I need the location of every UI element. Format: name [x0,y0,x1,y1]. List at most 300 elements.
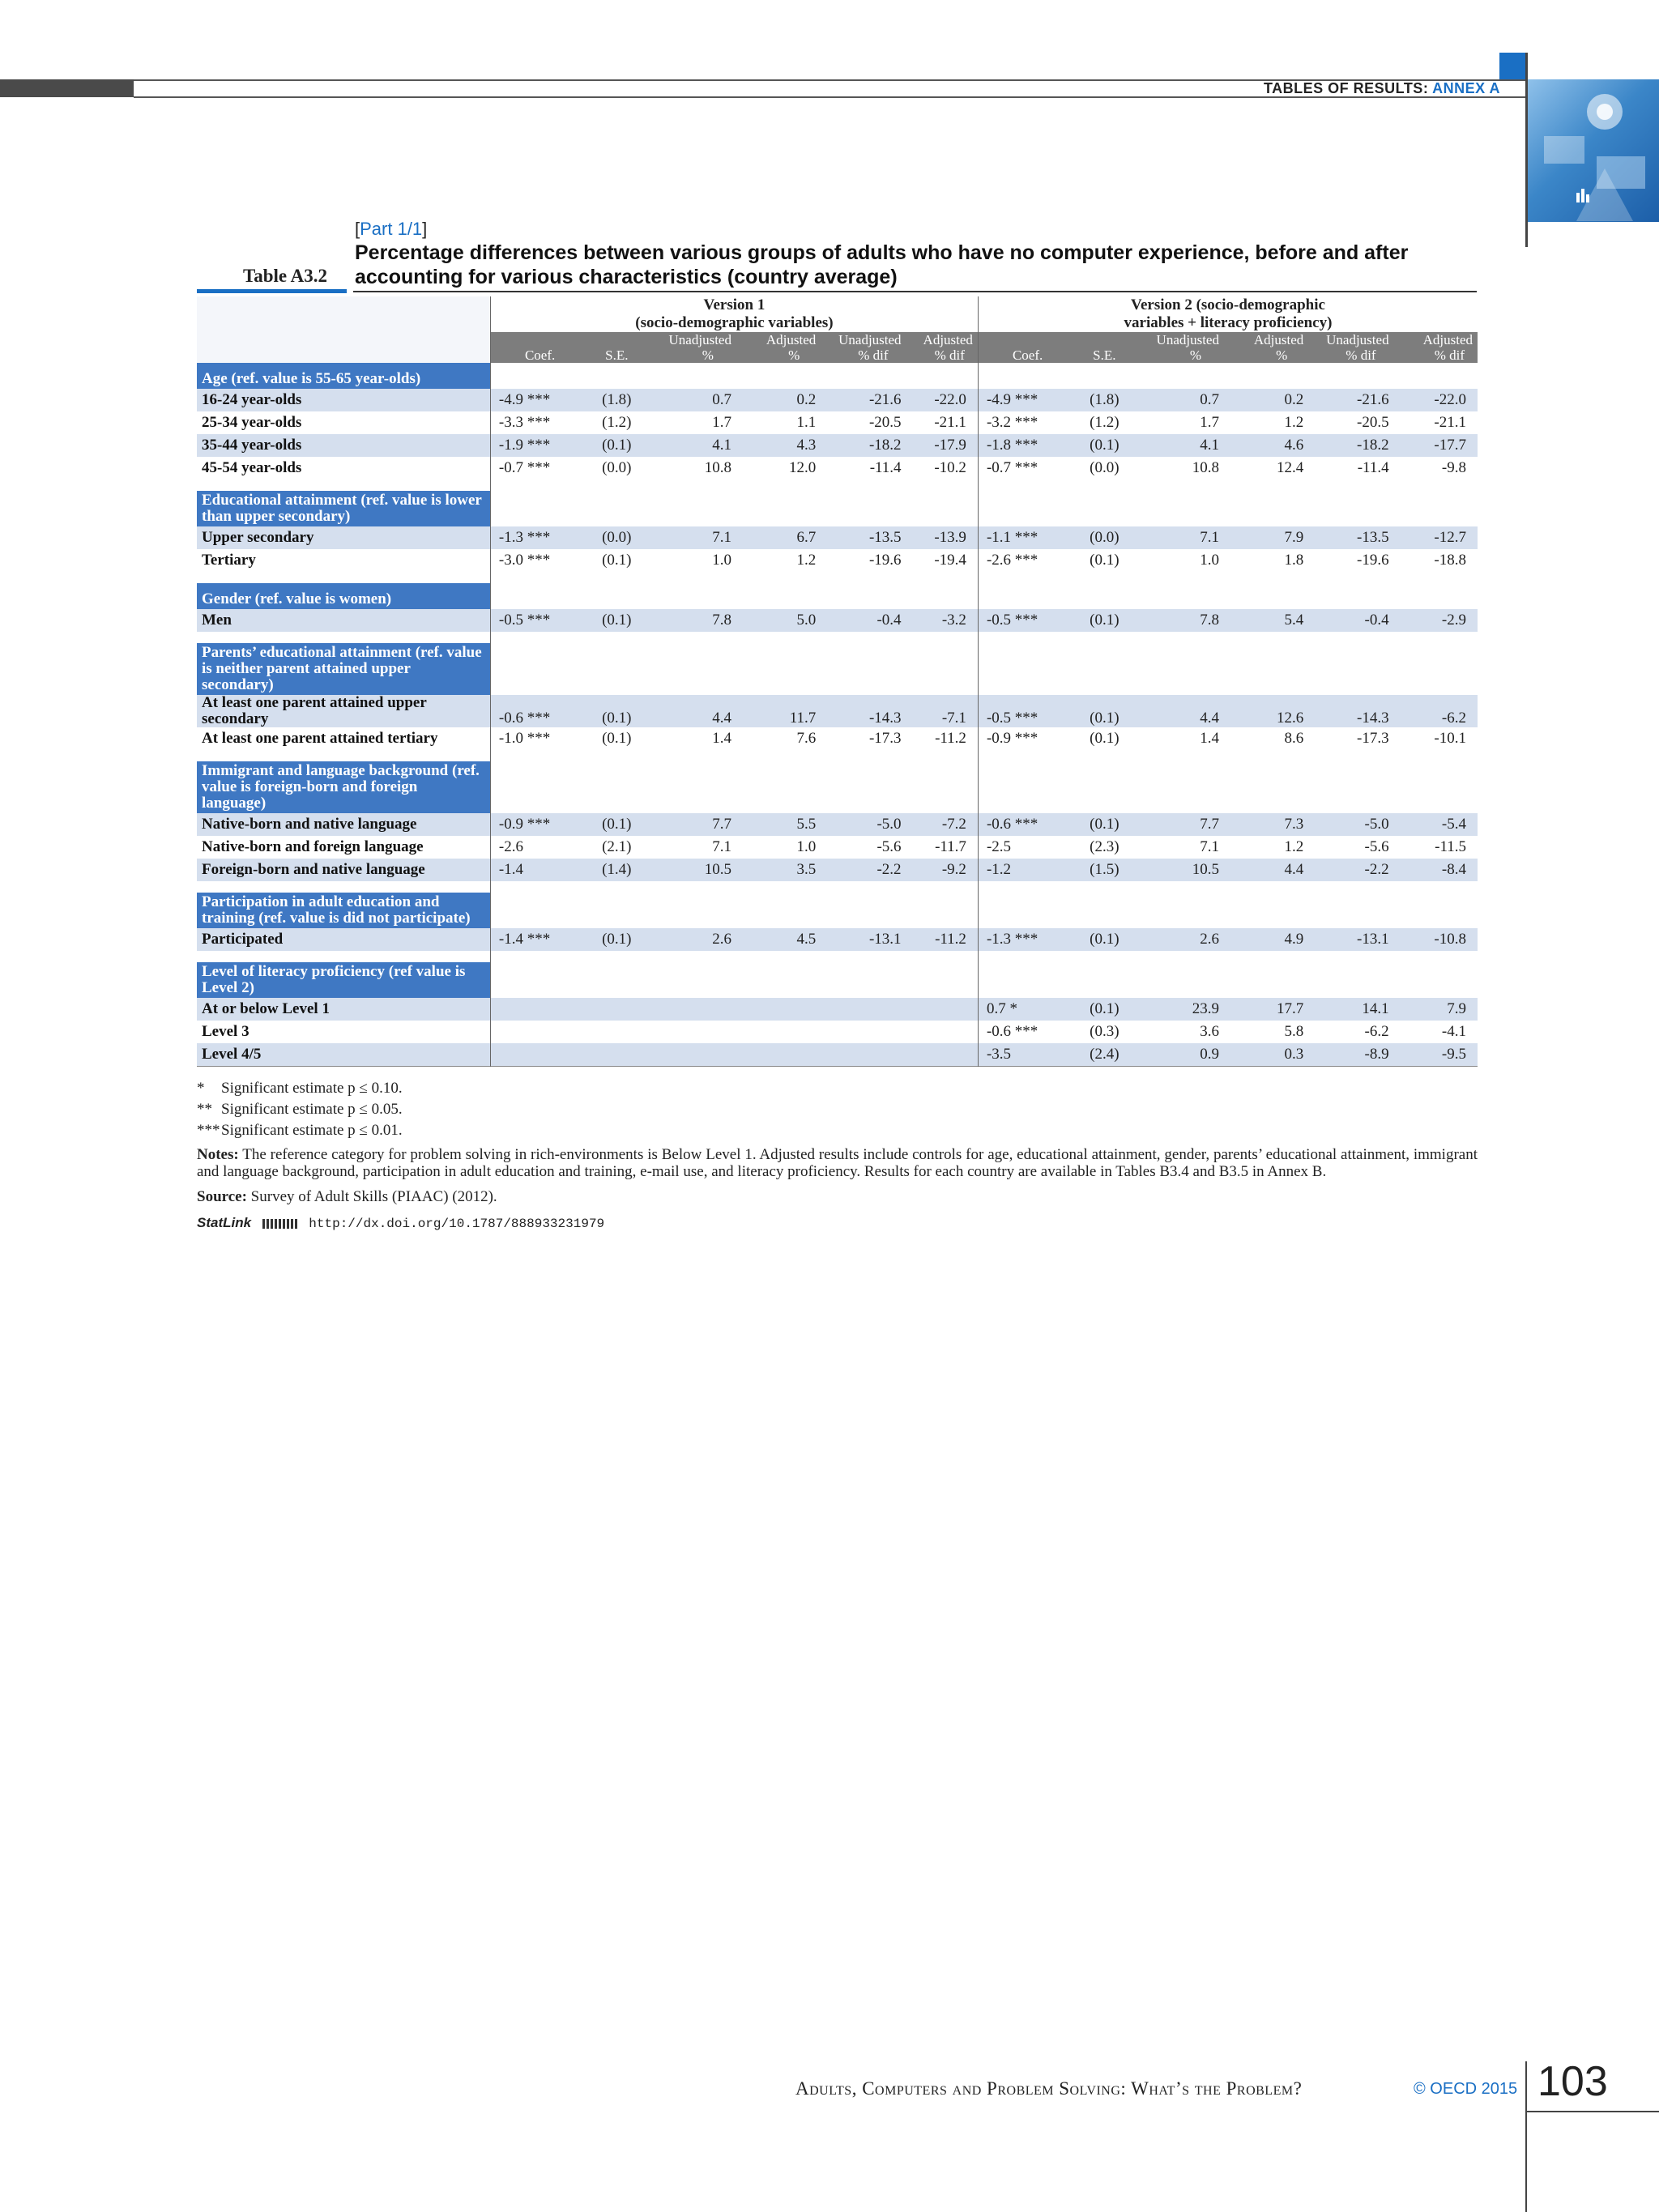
footnote-text: Significant estimate p ≤ 0.10. [221,1080,403,1097]
col-adj-pct-v1 [736,332,821,363]
v2-coef-cell: -2.6 *** [986,552,1038,569]
section-header-row [197,363,1478,389]
v2-unadjusted-pct-cell: 3.6 [1200,1023,1219,1040]
v2-se-cell: (0.3) [1090,1023,1120,1040]
row-label: Native-born and native language [197,813,490,836]
col-adj-dif-v1 [906,332,979,363]
col-unadj-pct-v2-l1: Unadjusted [1156,332,1219,347]
version1-line1: Version 1 [703,296,766,313]
section-filler [490,643,978,695]
section-title: Level of literacy proficiency (ref value is Level 2) [197,962,490,998]
v2-coef-cell: -1.2 [978,859,1077,881]
v1-coef-cell [490,1021,589,1043]
v2-se-cell: (2.4) [1077,1043,1132,1067]
v2-adjusted-pct-cell: 0.2 [1224,389,1308,411]
v1-adjusted-pct-cell: 11.7 [736,695,821,727]
v1-coef-cell: -3.0 *** [498,552,551,569]
v1-coef-cell: -3.3 *** [498,414,551,431]
v1-adjusted-pct-cell [736,1021,821,1043]
section-gap [197,479,1478,491]
gap-cell [978,632,1478,643]
v2-adjusted-dif-cell: -10.1 [1434,730,1466,747]
title-underline [353,291,1477,292]
table-row [197,609,1478,632]
v2-unadjusted-dif-cell: -0.4 [1308,609,1393,632]
section-filler [978,583,1478,609]
corner-image-graphic [1528,79,1659,222]
v2-se-cell: (0.1) [1090,730,1120,747]
notes-text: The reference category for problem solving in rich-environments is Below Level 1. Adjusted results include controls for age, educational attainment, gender, parents’ educational attainment, immigrant and language background, participation in adult education and training, e-mail use, and literacy proficiency. Results for each country are available in Tables B3.4 and B3.5 in Annex B. [197,1146,1478,1180]
gap-cell [490,572,978,583]
v1-unadjusted-pct-cell: 7.1 [712,838,731,855]
gap-cell [978,881,1478,893]
v1-unadjusted-pct-cell: 0.7 [644,389,736,411]
col-adj-pct-v1-l2: % [788,347,800,363]
section-title: Immigrant and language background (ref. value is foreign-born and foreign language) [197,761,490,813]
table-row [197,411,1478,434]
table-row [197,457,1478,479]
v2-unadjusted-dif-cell: -2.2 [1308,859,1393,881]
v2-adjusted-pct-cell: 4.6 [1224,434,1308,457]
v2-se-cell: (0.1) [1077,609,1132,632]
footnote-mark: * [197,1080,205,1097]
v2-adjusted-dif-cell: -9.8 [1441,459,1466,476]
table-row [197,859,1478,881]
section-title: Parents’ educational attainment (ref. value is neither parent attained upper secondary) [197,643,490,695]
col-unadj-pct-v1 [644,332,736,363]
section-filler [490,962,978,998]
v2-unadjusted-dif-cell: -17.3 [1357,730,1389,747]
v1-unadjusted-dif-cell: -19.6 [868,552,902,569]
col-adj-pct-v1-l1: Adjusted [766,332,817,347]
v1-adjusted-pct-cell: 1.1 [796,414,817,431]
col-se-v2: S.E. [1077,332,1132,363]
row-label: At least one parent attained upper secondary [197,695,490,727]
section-title: Educational attainment (ref. value is lower than upper secondary) [197,491,490,526]
row-label: 35-44 year-olds [197,434,490,457]
v2-se-cell: (0.1) [1077,998,1132,1021]
v1-unadjusted-dif-cell: -0.4 [821,609,906,632]
v2-adjusted-dif-cell: -21.1 [1434,414,1466,431]
section-gap [197,572,1478,583]
v2-se-cell: (0.1) [1090,552,1120,569]
row-label: Tertiary [197,549,490,572]
v1-coef-cell: -1.3 *** [490,526,589,549]
v1-unadjusted-pct-cell: 1.0 [712,552,731,569]
v1-adjusted-dif-cell: -11.7 [906,836,979,859]
table-number-underline [197,289,347,293]
v2-coef-cell: -0.6 *** [978,813,1077,836]
v1-adjusted-dif-cell [906,1021,979,1043]
v1-coef-cell: -0.7 *** [498,459,551,476]
footnote-text: Significant estimate p ≤ 0.01. [221,1122,403,1139]
v2-adjusted-dif-cell: -8.4 [1394,859,1478,881]
section-header-row [197,761,1478,813]
footnote [197,1120,1478,1141]
section-header-row [197,583,1478,609]
col-unadj-pct-v2 [1132,332,1224,363]
v2-unadjusted-dif-cell: -5.0 [1308,813,1393,836]
v1-adjusted-pct-cell: 3.5 [736,859,821,881]
v1-se-cell [589,1021,644,1043]
v2-unadjusted-pct-cell: 4.4 [1132,695,1224,727]
part-bracket-close: ] [422,219,428,239]
section-title: Participation in adult education and training (ref. value is did not participate) [197,893,490,928]
v1-unadjusted-pct-cell: 7.7 [644,813,736,836]
v1-adjusted-dif-cell: -19.4 [906,549,979,572]
footer-book-title: Adults, Computers and Problem Solving: What’s the Problem? [795,2078,1303,2099]
gap-cell [197,632,490,643]
significance-footnotes [197,1078,1478,1141]
gap-cell [197,881,490,893]
v1-coef-cell: -2.6 [498,838,523,855]
v1-adjusted-pct-cell: 6.7 [736,526,821,549]
v2-se-cell: (2.3) [1090,838,1120,855]
v2-adjusted-pct-cell: 4.9 [1224,928,1308,951]
v2-unadjusted-dif-cell: -19.6 [1357,552,1389,569]
col-unadj-dif-v1-l2: % dif [858,347,889,363]
col-adj-dif-v2-l1: Adjusted [1422,332,1473,347]
v2-unadjusted-pct-cell: 7.1 [1200,838,1219,855]
col-se-v1: S.E. [589,332,644,363]
v2-unadjusted-dif-cell: -14.3 [1308,695,1393,727]
v2-unadjusted-dif-cell: -13.1 [1308,928,1393,951]
footnote-mark: *** [197,1122,220,1139]
v1-adjusted-pct-cell [736,1043,821,1067]
v2-unadjusted-dif-cell: -6.2 [1364,1023,1389,1040]
section-header-row [197,962,1478,998]
v1-unadjusted-pct-cell: 4.1 [644,434,736,457]
v2-unadjusted-dif-cell: -20.5 [1357,414,1389,431]
row-label: Participated [197,928,490,951]
row-label: Level 4/5 [197,1043,490,1067]
gap-cell [197,750,490,761]
v2-adjusted-pct-cell: 8.6 [1284,730,1304,747]
v1-se-cell [589,1043,644,1067]
v1-se-cell: (0.0) [589,526,644,549]
v1-adjusted-dif-cell: -21.1 [906,411,979,434]
v1-coef-cell: -1.4 [490,859,589,881]
v2-unadjusted-pct-cell: 10.5 [1132,859,1224,881]
v2-unadjusted-dif-cell: -13.5 [1308,526,1393,549]
v2-unadjusted-dif-cell: -21.6 [1308,389,1393,411]
section-filler [978,491,1478,526]
v2-unadjusted-pct-cell: 23.9 [1132,998,1224,1021]
v1-unadjusted-dif-cell: -5.6 [876,838,902,855]
v1-adjusted-dif-cell: -9.2 [906,859,979,881]
footer-horizontal-rule [1525,2111,1659,2112]
v2-unadjusted-pct-cell: 0.7 [1132,389,1224,411]
table-row [197,813,1478,836]
statlink-icon [262,1219,298,1229]
version-header-row [197,296,1478,332]
notes-label: Notes: [197,1146,239,1163]
v2-adjusted-pct-cell: 0.3 [1224,1043,1308,1067]
table-bottom-rule [197,1067,1478,1068]
section-filler [490,583,978,609]
row-label: Level 3 [197,1021,490,1043]
v1-unadjusted-dif-cell: -13.5 [821,526,906,549]
v1-unadjusted-pct-cell: 10.5 [644,859,736,881]
v2-unadjusted-dif-cell: -8.9 [1308,1043,1393,1067]
notes [197,1146,1478,1180]
v2-coef-cell: -1.1 *** [978,526,1077,549]
v2-adjusted-pct-cell: 1.8 [1284,552,1304,569]
v2-coef-cell: -4.9 *** [978,389,1077,411]
v2-adjusted-dif-cell: -9.5 [1394,1043,1478,1067]
v1-adjusted-dif-cell: -7.2 [906,813,979,836]
section-filler [490,761,978,813]
v2-adjusted-dif-cell: -4.1 [1441,1023,1466,1040]
v1-unadjusted-pct-cell [644,1043,736,1067]
section-filler [978,363,1478,389]
v2-coef-cell: -1.8 *** [978,434,1077,457]
v1-se-cell: (0.1) [589,928,644,951]
section-filler [490,491,978,526]
v2-unadjusted-pct-cell: 4.1 [1132,434,1224,457]
table-row [197,695,1478,727]
section-filler [490,363,978,389]
section-filler [978,962,1478,998]
row-label: Men [197,609,490,632]
col-adj-dif-v1-l2: % dif [934,347,965,363]
v2-se-cell: (1.2) [1090,414,1120,431]
v2-se-cell: (0.1) [1077,928,1132,951]
bottom-rule-cell [197,1067,1478,1068]
footer-copyright: © OECD 2015 [1414,2080,1518,2098]
v1-unadjusted-dif-cell [821,998,906,1021]
v2-adjusted-dif-cell: -11.5 [1435,838,1466,855]
table-row [197,836,1478,859]
v2-unadjusted-pct-cell: 10.8 [1192,459,1219,476]
header-blue-square [1499,53,1526,79]
source-label: Source: [197,1188,247,1205]
table-row [197,526,1478,549]
gap-cell [978,572,1478,583]
v2-coef-cell: -2.5 [986,838,1012,855]
section-gap [197,632,1478,643]
gap-cell [490,881,978,893]
v2-unadjusted-pct-cell: 1.0 [1200,552,1219,569]
section-header-row [197,643,1478,695]
table-number: Table A3.2 [243,266,327,286]
v1-adjusted-dif-cell: -7.1 [906,695,979,727]
v2-adjusted-pct-cell: 12.4 [1277,459,1304,476]
footnotes-block [197,1078,1478,1234]
row-label: Upper secondary [197,526,490,549]
footnote [197,1099,1478,1120]
page-number: 103 [1537,2058,1608,2105]
v1-coef-cell: -0.9 *** [490,813,589,836]
header-blank [197,296,490,332]
v2-se-cell: (0.0) [1077,526,1132,549]
v2-adjusted-dif-cell: -2.9 [1394,609,1478,632]
v1-adjusted-dif-cell: -3.2 [906,609,979,632]
running-header [1264,80,1500,97]
row-label: Foreign-born and native language [197,859,490,881]
v2-adjusted-dif-cell: -18.8 [1434,552,1466,569]
v2-unadjusted-pct-cell: 7.7 [1132,813,1224,836]
col-unadj-pct-v1-l1: Unadjusted [668,332,731,347]
section-filler [978,761,1478,813]
table-row [197,389,1478,411]
v1-unadjusted-pct-cell: 4.4 [644,695,736,727]
v2-unadjusted-pct-cell: 7.8 [1132,609,1224,632]
v1-se-cell: (0.1) [589,434,644,457]
v1-unadjusted-pct-cell: 1.7 [712,414,731,431]
v1-unadjusted-dif-cell: -21.6 [821,389,906,411]
v2-unadjusted-pct-cell: 1.4 [1200,730,1219,747]
col-unadj-dif-v2-l2: % dif [1346,347,1376,363]
gap-cell [197,479,490,491]
running-header-section: TABLES OF RESULTS: [1263,80,1429,96]
v2-adjusted-dif-cell: -5.4 [1394,813,1478,836]
v2-coef-cell: -3.5 [978,1043,1077,1067]
footnote [197,1078,1478,1099]
v1-unadjusted-pct-cell: 2.6 [644,928,736,951]
v2-adjusted-pct-cell: 12.6 [1224,695,1308,727]
v2-se-cell: (0.1) [1077,813,1132,836]
v2-coef-cell: -3.2 *** [986,414,1038,431]
v2-se-cell: (0.1) [1077,434,1132,457]
v2-coef-cell: -1.3 *** [978,928,1077,951]
section-filler [978,893,1478,928]
v2-adjusted-pct-cell: 1.2 [1284,838,1304,855]
v1-coef-cell: -0.5 *** [490,609,589,632]
footnote-mark: ** [197,1101,212,1118]
v1-se-cell: (1.4) [589,859,644,881]
footer-vertical-rule [1525,2061,1527,2212]
source [197,1187,1478,1208]
table-title: Percentage differences between various groups of adults who have no computer experience, before and after accounting for various characteristics (country average) [355,241,1409,288]
v2-coef-cell: -0.7 *** [986,459,1038,476]
v1-se-cell: (0.1) [602,730,632,747]
col-adj-dif-v2-l2: % dif [1434,347,1465,363]
v2-unadjusted-dif-cell: -11.4 [1357,459,1389,476]
col-unadj-dif-v1 [821,332,906,363]
v1-se-cell: (1.8) [589,389,644,411]
v1-adjusted-pct-cell: 12.0 [789,459,817,476]
v1-coef-cell [490,1043,589,1067]
row-label: 16-24 year-olds [197,389,490,411]
v1-adjusted-dif-cell: -11.2 [906,727,979,750]
v2-adjusted-pct-cell: 4.4 [1224,859,1308,881]
v2-unadjusted-pct-cell: 1.7 [1200,414,1219,431]
row-label: Native-born and foreign language [197,836,490,859]
v1-unadjusted-dif-cell: -20.5 [868,414,902,431]
col-unadj-pct-v2-l2: % [1189,347,1201,363]
v1-adjusted-dif-cell: -22.0 [906,389,979,411]
section-filler [978,643,1478,695]
col-coef-v1: Coef. [490,332,589,363]
v1-unadjusted-dif-cell: -17.3 [868,730,902,747]
gap-cell [490,951,978,962]
v1-se-cell: (0.0) [602,459,632,476]
v1-adjusted-pct-cell: 1.2 [796,552,817,569]
section-header-row [197,491,1478,526]
row-label: At least one parent attained tertiary [197,727,490,750]
results-table-body [197,363,1478,1067]
gap-cell [197,572,490,583]
v2-adjusted-pct-cell: 7.9 [1224,526,1308,549]
col-adj-dif-v1-l1: Adjusted [923,332,973,347]
gap-cell [490,479,978,491]
table-row [197,549,1478,572]
col-adj-dif-v2 [1394,332,1478,363]
v1-unadjusted-dif-cell: -2.2 [821,859,906,881]
col-adj-pct-v2 [1224,332,1308,363]
v1-unadjusted-pct-cell: 7.8 [644,609,736,632]
corner-decorative-image [1528,79,1659,222]
version2-line2: variables + literacy proficiency) [1124,314,1333,331]
v2-coef-cell: 0.7 * [978,998,1077,1021]
column-header-row [197,332,1478,363]
v1-adjusted-dif-cell [906,998,979,1021]
row-label: 25-34 year-olds [197,411,490,434]
v1-unadjusted-pct-cell [644,998,736,1021]
v2-coef-cell: -0.9 *** [986,730,1038,747]
v2-adjusted-pct-cell: 7.3 [1224,813,1308,836]
row-label: 45-54 year-olds [197,457,490,479]
version1-header [490,296,978,332]
gap-cell [197,951,490,962]
v2-adjusted-dif-cell: -10.8 [1394,928,1478,951]
gap-cell [978,951,1478,962]
v2-coef-cell: -0.6 *** [986,1023,1038,1040]
v1-unadjusted-dif-cell [821,1021,906,1043]
v1-adjusted-dif-cell: -13.9 [906,526,979,549]
v2-adjusted-dif-cell: 7.9 [1394,998,1478,1021]
v1-adjusted-dif-cell: -10.2 [906,457,979,479]
col-unadj-pct-v1-l2: % [702,347,714,363]
statlink-label: StatLink [197,1215,252,1230]
v2-unadjusted-pct-cell: 2.6 [1132,928,1224,951]
table-row [197,434,1478,457]
v2-adjusted-pct-cell: 5.4 [1224,609,1308,632]
col-unadj-dif-v2 [1308,332,1393,363]
section-header-row [197,893,1478,928]
v2-adjusted-dif-cell: -6.2 [1394,695,1478,727]
v2-adjusted-dif-cell: -12.7 [1394,526,1478,549]
v2-unadjusted-pct-cell: 7.1 [1132,526,1224,549]
v1-adjusted-pct-cell: 4.3 [736,434,821,457]
v1-unadjusted-pct-cell [644,1021,736,1043]
v1-unadjusted-pct-cell: 10.8 [704,459,731,476]
header-blank-2 [197,332,490,363]
footnote-text: Significant estimate p ≤ 0.05. [221,1101,403,1118]
v1-unadjusted-dif-cell: -18.2 [821,434,906,457]
gap-cell [490,750,978,761]
v2-coef-cell: -0.5 *** [978,609,1077,632]
statlink [197,1213,1478,1234]
v2-unadjusted-dif-cell: -5.6 [1364,838,1389,855]
part-bracket-open: [ [355,219,360,239]
statlink-url[interactable]: http://dx.doi.org/10.1787/888933231979 [309,1217,605,1231]
table-part-label [355,219,427,240]
version2-header [978,296,1478,332]
v1-se-cell: (1.2) [602,414,632,431]
section-gap [197,750,1478,761]
gap-cell [978,479,1478,491]
table-row [197,998,1478,1021]
v1-adjusted-pct-cell: 5.5 [736,813,821,836]
v1-adjusted-pct-cell: 7.6 [796,730,817,747]
v1-unadjusted-dif-cell: -14.3 [821,695,906,727]
v1-coef-cell: -1.0 *** [498,730,551,747]
v2-adjusted-pct-cell: 17.7 [1224,998,1308,1021]
v1-unadjusted-dif-cell: -13.1 [821,928,906,951]
v2-adjusted-dif-cell: -22.0 [1394,389,1478,411]
